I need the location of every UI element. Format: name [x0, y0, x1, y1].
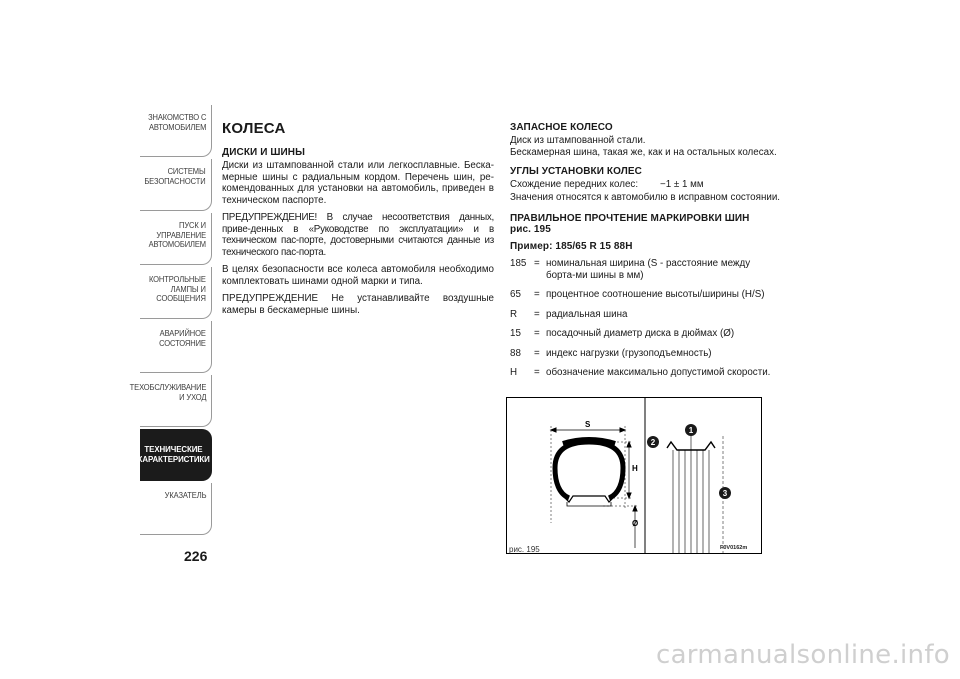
- tab-label: АВАРИЙНОЕ СОСТОЯНИЕ: [159, 329, 206, 348]
- definition-eq: =: [534, 367, 540, 378]
- chapter-tabs: [129, 105, 212, 537]
- tab-label: КОНТРОЛЬНЫЕ ЛАМПЫ И СООБЩЕНИЯ: [149, 275, 206, 303]
- angles-note: Значения относятся к автомобилю в исправном состоянии.: [510, 191, 781, 203]
- callout-2: [647, 436, 659, 448]
- definition-key: R: [510, 308, 518, 320]
- watermark: carmanualsonline.info: [655, 640, 950, 670]
- page-number: 226: [184, 548, 208, 564]
- tab-label: ПУСК И УПРАВЛЕНИЕ АВТОМОБИЛЕМ: [148, 221, 206, 249]
- page-title: КОЛЕСА: [222, 120, 286, 137]
- tab-label: ТЕХОБСЛУЖИВАНИЕ И УХОД: [129, 383, 206, 402]
- figure-caption: рис. 195: [509, 545, 540, 554]
- tyre-marking-figure-ref: рис. 195: [510, 224, 551, 235]
- callout-2-label: 2: [650, 438, 656, 447]
- toe-in-label: Схождение передних колес:: [510, 179, 639, 190]
- tab-warning-lights[interactable]: [140, 267, 212, 319]
- callout-3: [719, 487, 731, 499]
- paragraph-same-brand: В целях безопасности все колеса автомобиля необходимо комплектовать шинами одной марки и типа.: [222, 264, 494, 287]
- label-h: H: [632, 464, 638, 473]
- tab-label: УКАЗАТЕЛЬ: [164, 491, 206, 500]
- definition-value: посадочный диаметр диска в дюймах (Ø): [546, 328, 735, 339]
- definition-eq: =: [534, 347, 540, 359]
- section-heading-rims-tyres: ДИСКИ И ШИНЫ: [222, 147, 306, 158]
- callout-3-label: 3: [722, 489, 728, 498]
- definition-key: 88: [510, 347, 521, 359]
- tab-label: СИСТЕМЫ БЕЗОПАСНОСТИ: [144, 167, 206, 186]
- left-column: [222, 120, 494, 322]
- paragraph-warning-tubes: ПРЕДУПРЕЖДЕНИЕ Не устанавливайте воздушные камеры в бескамерные шины.: [222, 293, 494, 316]
- definition-row: [510, 258, 782, 281]
- paragraph-warning-documents: ПРЕДУПРЕЖДЕНИЕ! В случае несоответствия данных, приве-денных в «Руководстве по эксплуатации» и в техническом пас-порте, достоверными считаются данные из технического пас-порта.: [222, 212, 494, 258]
- tab-emergency[interactable]: [140, 321, 212, 373]
- definition-row: [510, 289, 782, 301]
- paragraph-rims: Диски из штампованной стали или легкосплавные. Беска-мерные шины с радиальным кордом. Перечень шин, ре-комендованных для установки на автомобиль, приведен в техническом паспорте.: [222, 160, 494, 206]
- tyre-section-drawing: [551, 426, 639, 548]
- definition-eq: =: [534, 308, 540, 320]
- tab-introduction[interactable]: [140, 105, 212, 157]
- definition-value: радиальная шина: [546, 308, 628, 320]
- definition-value: номинальная ширина (S - расстояние между борта-ми шины в мм): [546, 258, 751, 281]
- right-column: [510, 122, 782, 387]
- tab-safety-systems[interactable]: [140, 159, 212, 211]
- definition-key: 15: [510, 328, 521, 339]
- figure-code: F0V0162m: [720, 545, 748, 551]
- tab-index[interactable]: [140, 483, 212, 535]
- definition-key: H: [510, 367, 518, 378]
- tyre-cross-section-diagram: [507, 398, 761, 553]
- definition-key: 65: [510, 289, 521, 300]
- tab-label: ЗНАКОМСТВО С АВТОМОБИЛЕМ: [147, 113, 206, 132]
- spare-wheel-line-1: Диск из штампованной стали.: [510, 135, 646, 146]
- tyre-marking-example: Пример: 185/65 R 15 88H: [510, 241, 633, 252]
- definition-row: [510, 328, 782, 340]
- section-heading-tyre-marking: ПРАВИЛЬНОЕ ПРОЧТЕНИЕ МАРКИРОВКИ ШИН: [510, 213, 750, 224]
- toe-in-value: −1 ± 1 мм: [660, 179, 704, 190]
- tyre-marking-figure: [506, 397, 762, 554]
- definition-row: [510, 309, 782, 321]
- spare-wheel-line-2: Бескамерная шина, такая же, как и на остальных колесах.: [510, 146, 777, 158]
- definition-value: обозначение максимально допустимой скорости.: [546, 367, 771, 378]
- label-diameter: Ø: [632, 519, 639, 528]
- tab-starting-driving[interactable]: [140, 213, 212, 265]
- tab-label: ТЕХНИЧЕСКИЕ ХАРАКТЕРИСТИКИ: [137, 444, 210, 464]
- section-heading-spare-wheel: ЗАПАСНОЕ КОЛЕСО: [510, 122, 613, 133]
- toe-in-row: [510, 179, 782, 191]
- tab-maintenance[interactable]: [129, 375, 212, 427]
- label-s: S: [585, 420, 591, 429]
- definition-row: [510, 367, 782, 379]
- rim-profile-drawing: [667, 430, 723, 553]
- tab-technical-specs[interactable]: [137, 429, 212, 481]
- callout-1: [685, 424, 697, 436]
- definition-row: [510, 348, 782, 360]
- callout-1-label: 1: [688, 426, 694, 435]
- definition-key: 185: [510, 258, 527, 269]
- definition-value: процентное соотношение высоты/ширины (H/S): [546, 289, 765, 300]
- definition-value: индекс нагрузки (грузоподъемность): [546, 347, 712, 359]
- definition-eq: =: [534, 328, 540, 339]
- definition-eq: =: [534, 258, 540, 269]
- section-heading-wheel-angles: УГЛЫ УСТАНОВКИ КОЛЕС: [510, 166, 642, 177]
- definition-eq: =: [534, 289, 540, 300]
